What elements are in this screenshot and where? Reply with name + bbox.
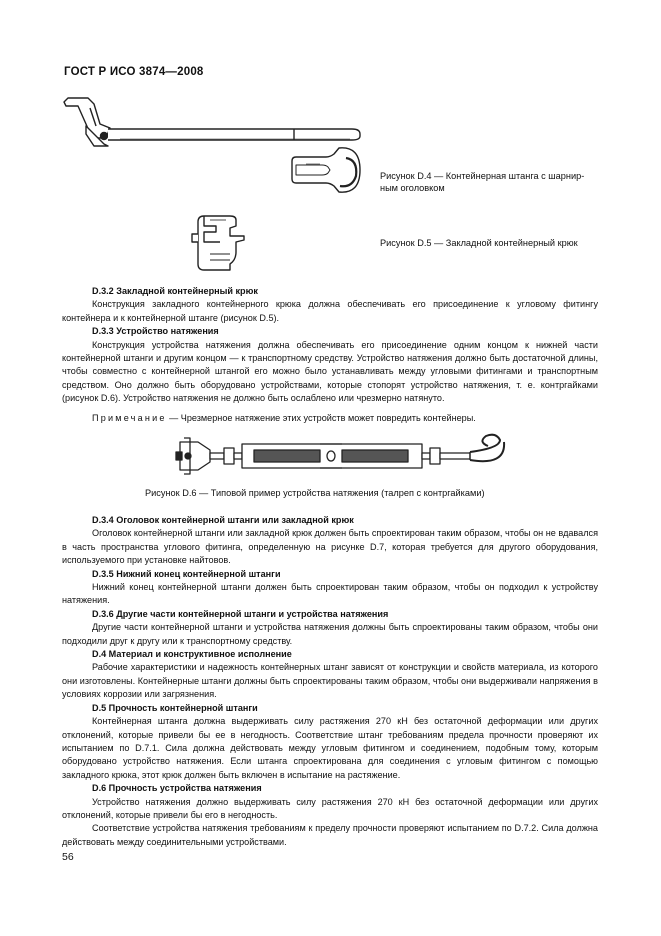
body-text-block-1	[62, 285, 598, 425]
section-d35-text: Нижний конец контейнерной штанги должен быть спроектирован таким образом, чтобы он подходил к устройству натяжения.	[62, 582, 598, 606]
section-d36-text: Другие части контейнерной штанги и устройства натяжения должны быть спроектированы таким образом, чтобы они подходили друг к другу или к транспортному средству.	[62, 622, 598, 646]
section-d36-title: D.3.6 Другие части контейнерной штанги и устройства натяжения	[92, 608, 389, 619]
note-label: Примечание	[92, 412, 167, 423]
figure-d5-container-hook	[190, 212, 250, 274]
body-text-block-2	[62, 514, 598, 849]
figure-d6-caption: Рисунок D.6 — Типовой пример устройства натяжения (талреп с контргайками)	[145, 488, 485, 498]
note-text: — Чрезмерное натяжение этих устройств может повредить контейнеры.	[166, 412, 476, 423]
section-d4-text: Рабочие характеристики и надежность контейнерных штанг зависят от конструкции и свойств материала, из которого они изготовлены. Контейнерные штанги должны быть спроектированы таким образом, чтобы они выдерживали напряжения в условиях коррозии или загрязнения.	[62, 662, 598, 700]
figure-d6-turnbuckle	[170, 432, 510, 480]
section-d33-text: Конструкция устройства натяжения должна обеспечивать его присоединение одним концом к нижней части контейнерной штанги и другим концом — к транспортному средству. Устройство натяжения должно быть достаточной длины, чтобы совместно с контейнерной штангой его можно было устанавливать между угловыми фитингами и транспортным средством. Оно должно быть оборудовано устройствами, которые стопорят устройство натяжения, т. е. контргайками (рисунок D.6). Устройство натяжения не должно быть ослаблено или чрезмерно натянуто.	[62, 339, 598, 404]
section-d6-title: D.6 Прочность устройства натяжения	[92, 783, 262, 794]
section-d34-title: D.3.4 Оголовок контейнерной штанги или закладной крюк	[92, 515, 354, 525]
section-d5-text: Контейнерная штанга должна выдерживать силу растяжения 270 кН без остаточной деформации или других отклонений, которые привели бы ее в негодность. Соответствие штанг требованиям предела прочности проверяют их испытанием по D.7.1. Сила должна действовать между угловым фитингом и соединением, подобным тому, которым оборудовано устройство натяжения. Если штанга спроектирована для соединения с угловым фитингом с помощью закладного крюка, этот крюк должен быть включен в испытание на растяжение.	[62, 716, 598, 780]
section-d32-title: D.3.2 Закладной контейнерный крюк	[92, 286, 258, 296]
section-d34-text: Оголовок контейнерной штанги или закладной крюк должен быть спроектирован таким образом, чтобы он не вдавался в часть пространства углового фитинга, определенную на рисунке D.7, которая требуется для другого оборудования, используемого при установке найтовов.	[62, 528, 598, 566]
figure-d5-caption: Рисунок D.5 — Закладной контейнерный крюк	[380, 238, 578, 248]
section-d33-title: D.3.3 Устройство натяжения	[92, 326, 219, 337]
section-d6-text-2: Соответствие устройства натяжения требованиям к пределу прочности проверяют испытанием по D.7.2. Сила должна действовать между соединительными устройствами.	[62, 823, 598, 847]
note	[62, 412, 598, 425]
section-d32-text: Конструкция закладного контейнерного крюка должна обеспечивать его присоединение к угловому фитингу контейнера и к контейнерной штанге (рисунок D.5).	[62, 299, 598, 323]
section-d35-title: D.3.5 Нижний конец контейнерной штанги	[92, 568, 281, 579]
figure-d4-lashing-bar	[60, 94, 370, 206]
page-number: 56	[62, 851, 74, 863]
section-d6-text-1: Устройство натяжения должно выдерживать силу растяжения 270 кН без остаточной деформации или других отклонений, которые привели бы его в негодность.	[62, 796, 598, 820]
figure-d4-caption: Рисунок D.4 — Контейнерная штанга с шарнир- ным оголовком	[380, 171, 585, 193]
section-d5-title: D.5 Прочность контейнерной штанги	[92, 702, 258, 713]
document-header: ГОСТ Р ИСО 3874—2008	[64, 66, 204, 78]
section-d4-title: D.4 Материал и конструктивное исполнение	[92, 649, 292, 660]
